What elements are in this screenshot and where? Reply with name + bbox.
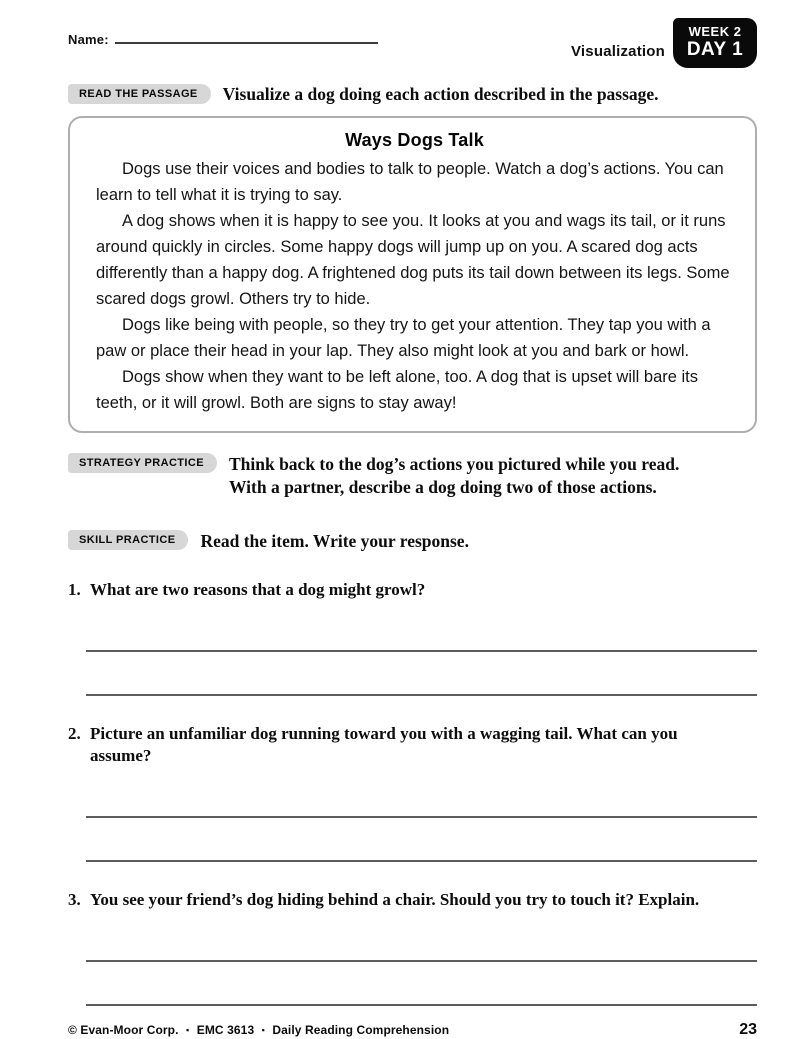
- footer-credit: [68, 1023, 449, 1037]
- series-title: Daily Reading Comprehension: [272, 1023, 450, 1037]
- name-fill-in-line[interactable]: [115, 31, 378, 44]
- skill-practice-instruction: Read the item. Write your response.: [200, 531, 469, 551]
- strategy-practice-badge: STRATEGY PRACTICE: [68, 453, 217, 473]
- read-the-passage-badge: READ THE PASSAGE: [68, 84, 211, 104]
- question-number: 1.: [68, 580, 81, 599]
- answer-line[interactable]: [86, 652, 757, 696]
- passage-title: Ways Dogs Talk: [345, 130, 484, 150]
- skill-practice-badge: SKILL PRACTICE: [68, 530, 188, 550]
- name-field-group: [68, 31, 378, 47]
- strategy-tag-label: Visualization: [570, 43, 665, 60]
- question-block-3: [68, 889, 757, 1006]
- week-day-badge: [673, 18, 757, 68]
- answer-line[interactable]: [86, 918, 757, 962]
- passage-paragraph: Dogs show when they want to be left alone, too. A dog that is upset will bare its teeth, or it will growl. Both are signs to stay away!: [96, 368, 699, 412]
- question-2: [68, 723, 757, 767]
- answer-line[interactable]: [86, 608, 757, 652]
- question-block-1: [68, 579, 757, 696]
- answer-line[interactable]: [86, 818, 757, 862]
- passage-paragraph: A dog shows when it is happy to see you. It looks at you and wags its tail, or it runs around quickly in circles. Some happy dogs will jump up on you. A scared dog acts differently than a happy dog. A frightened dog puts its tail down between its legs. Some scared dogs growl. Others try to hide.: [96, 212, 730, 308]
- page-number: 23: [739, 1021, 757, 1038]
- question-text: You see your friend’s dog hiding behind a chair. Should you try to touch it? Explain.: [90, 890, 700, 909]
- answer-line[interactable]: [86, 774, 757, 818]
- passage-box: [68, 116, 757, 433]
- question-1: [68, 579, 757, 601]
- question-2-answers: [68, 774, 757, 862]
- square-bullet-icon: ▪: [261, 1025, 265, 1035]
- week-label: WEEK 2: [688, 24, 742, 39]
- question-text: Picture an unfamiliar dog running toward you with a wagging tail. What can you assume?: [90, 724, 678, 765]
- square-bullet-icon: ▪: [185, 1025, 190, 1035]
- read-the-passage-instruction: Visualize a dog doing each action described in the passage.: [222, 84, 659, 104]
- question-number: 2.: [68, 724, 81, 743]
- question-number: 3.: [68, 890, 81, 909]
- passage-paragraph: Dogs like being with people, so they try to get your attention. They tap you with a paw or place their head in your lap. They also might look at you and bark or howl.: [96, 316, 711, 360]
- skill-practice-section: [68, 530, 757, 552]
- page-footer: [68, 1021, 757, 1039]
- strategy-practice-instruction: Think back to the dog’s actions you pictured while you read. With a partner, describe a dog doing two of those actions.: [228, 454, 680, 497]
- question-1-answers: [68, 608, 757, 696]
- passage-paragraph: Dogs use their voices and bodies to talk to people. Watch a dog’s actions. You can learn to tell what it is trying to say.: [96, 160, 724, 204]
- strategy-practice-section: [68, 453, 757, 499]
- question-block-2: [68, 723, 757, 862]
- answer-line[interactable]: [86, 962, 757, 1006]
- question-3-answers: [68, 918, 757, 1006]
- header-right: [571, 18, 757, 68]
- day-label: DAY 1: [686, 39, 744, 60]
- emc-code: EMC 3613: [196, 1023, 255, 1037]
- name-label: Name:: [68, 32, 109, 47]
- question-text: What are two reasons that a dog might growl?: [90, 580, 426, 599]
- question-3: [68, 889, 757, 911]
- copyright-text: © Evan-Moor Corp.: [68, 1023, 179, 1037]
- header: [68, 18, 757, 68]
- read-the-passage-section: [68, 83, 757, 105]
